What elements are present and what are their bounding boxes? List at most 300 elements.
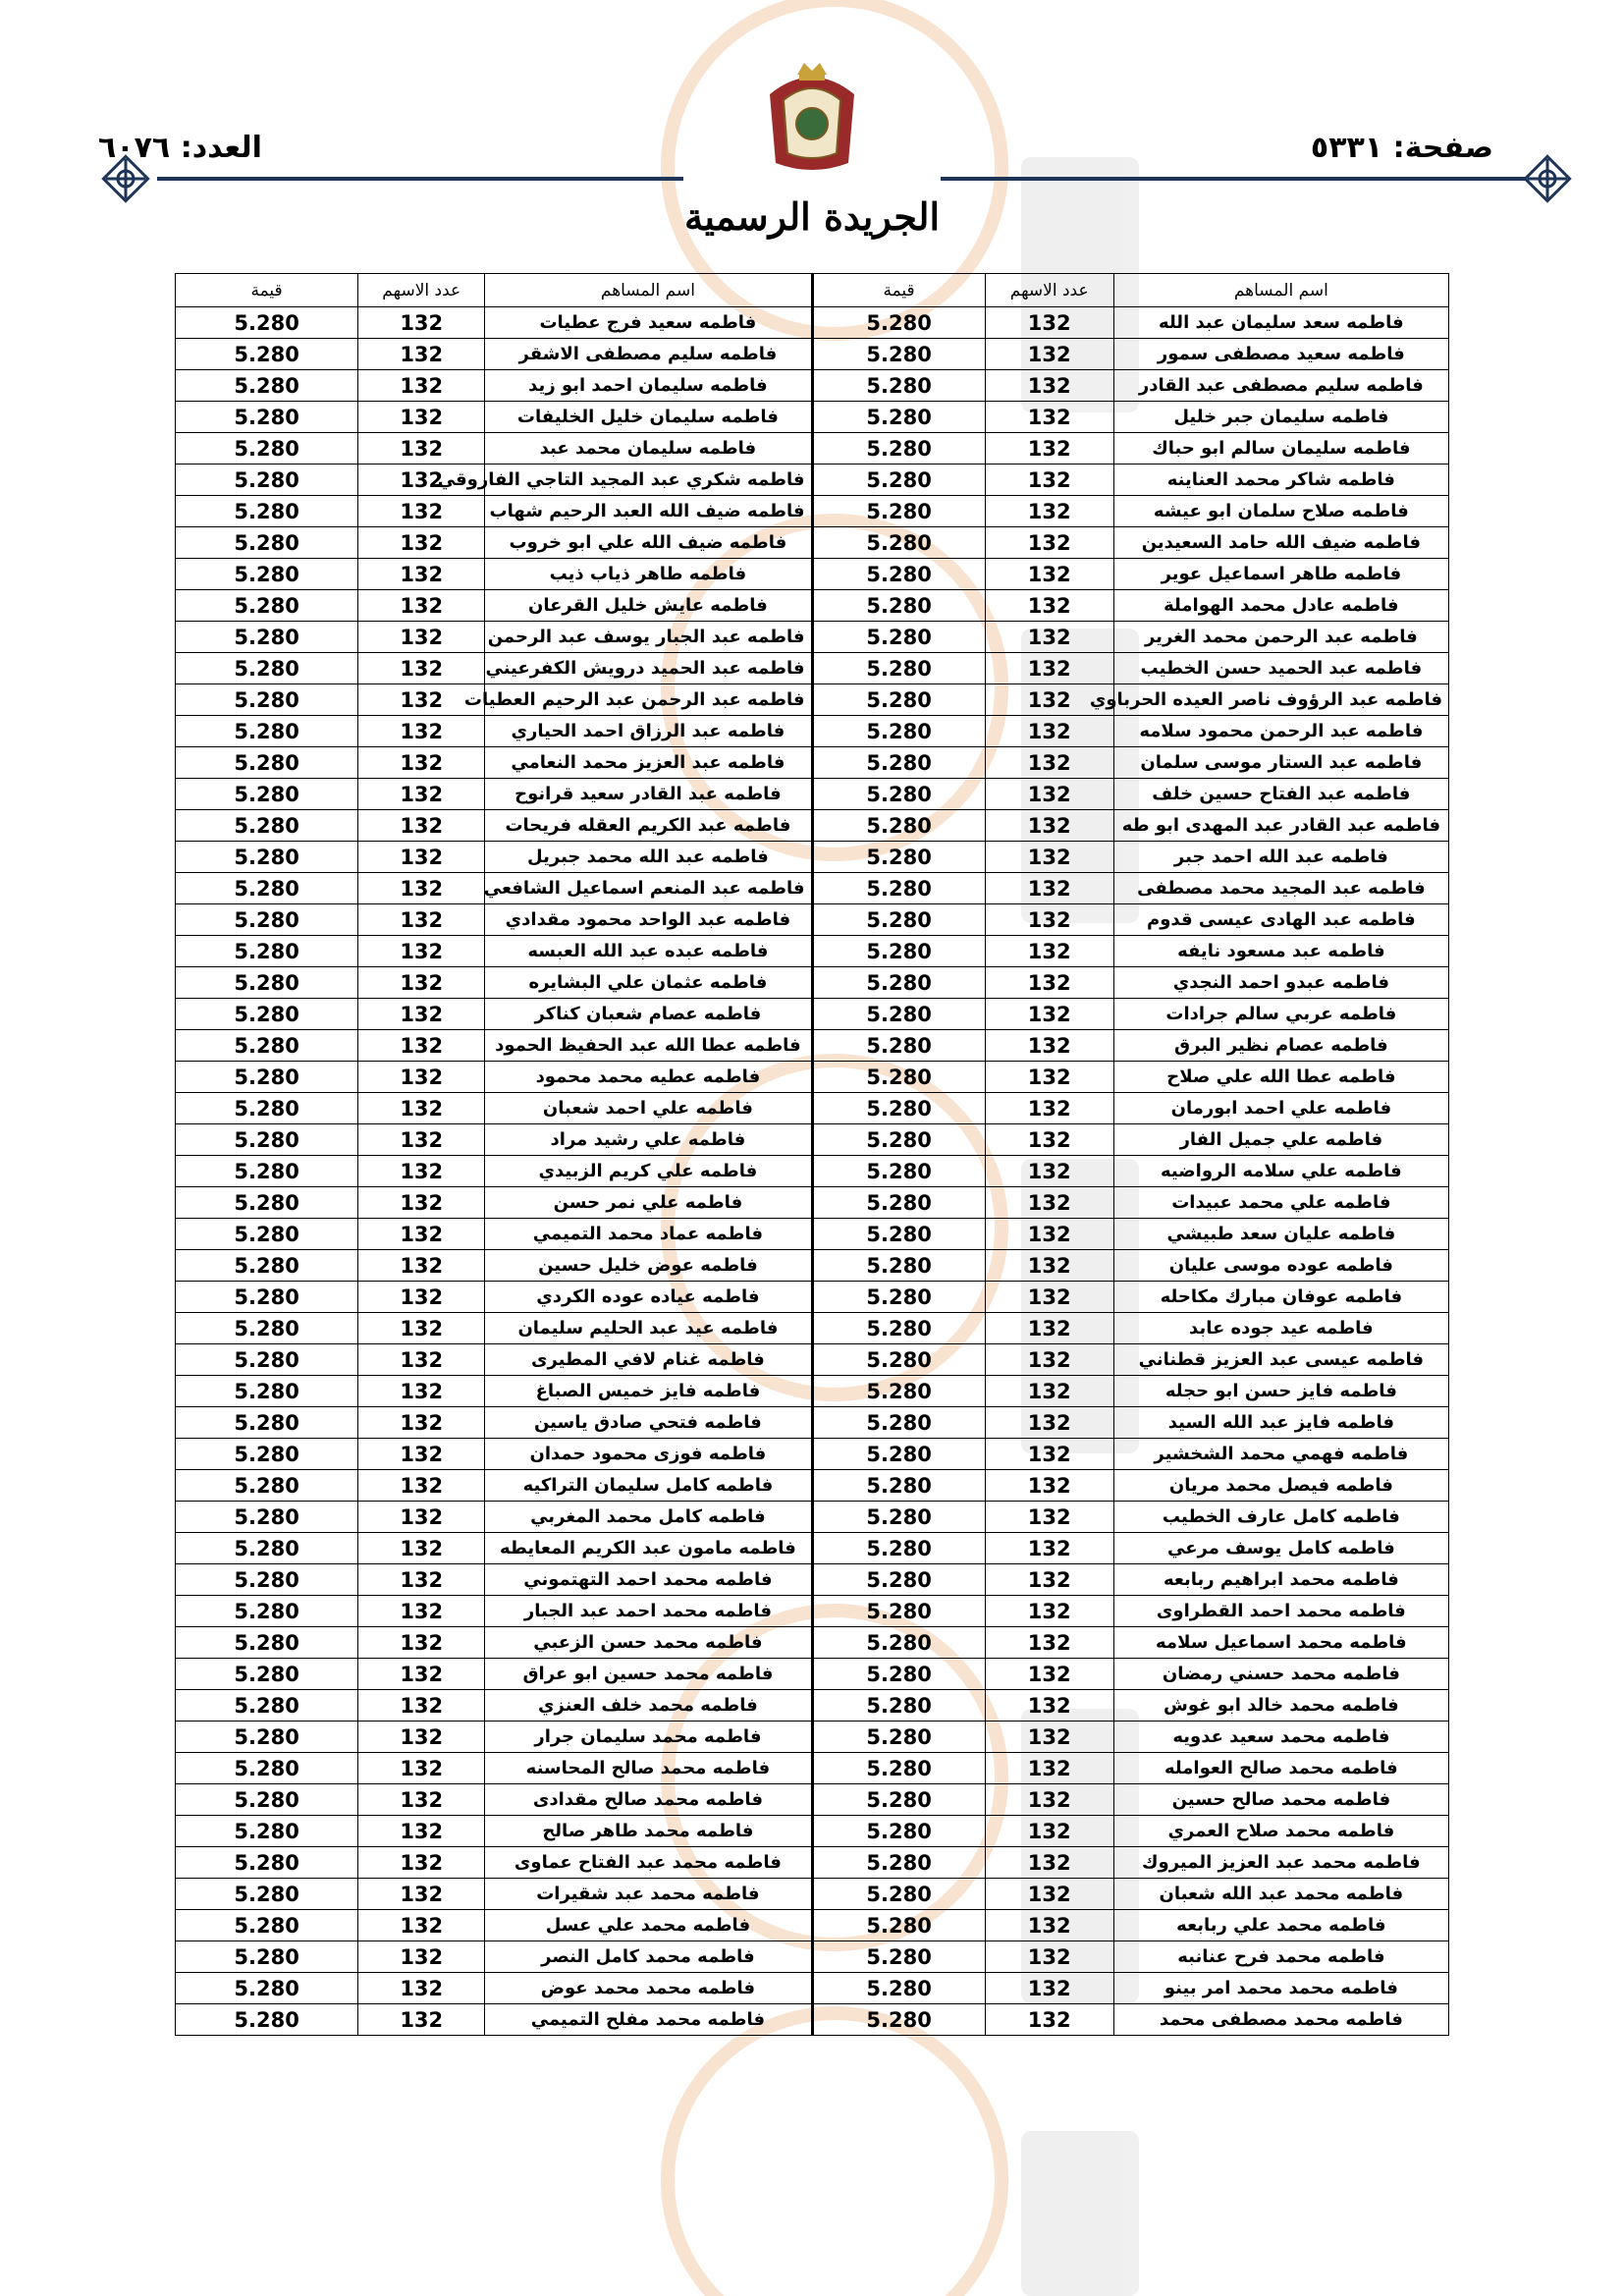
table-row xyxy=(176,559,1449,590)
cell-name: فاطمه عبد الرحمن عبد الرحيم العطيات xyxy=(485,684,812,716)
cell-name: فاطمه علي احمد شعبان xyxy=(485,1093,812,1124)
cell-name: فاطمه عايش خليل القرعان xyxy=(485,590,812,622)
cell-shares: 132 xyxy=(985,999,1113,1030)
cell-shares: 132 xyxy=(985,716,1113,747)
cell-shares: 132 xyxy=(358,1187,485,1219)
cell-value: 5.280 xyxy=(176,999,358,1030)
table-row xyxy=(176,1596,1449,1627)
table-row xyxy=(176,1062,1449,1093)
cell-shares: 132 xyxy=(358,1282,485,1313)
cell-value: 5.280 xyxy=(176,1722,358,1753)
cell-value: 5.280 xyxy=(176,1659,358,1690)
table-row xyxy=(176,1690,1449,1722)
cell-shares: 132 xyxy=(358,747,485,779)
cell-shares: 132 xyxy=(358,1313,485,1344)
table-row xyxy=(176,1439,1449,1470)
cell-shares: 132 xyxy=(985,1502,1113,1533)
cell-value: 5.280 xyxy=(176,779,358,810)
cell-value: 5.280 xyxy=(176,1030,358,1062)
cell-name: فاطمه عماد محمد التميمي xyxy=(485,1219,812,1250)
cell-name: فاطمه محمد كامل النصر xyxy=(485,1941,812,1973)
table-row xyxy=(176,936,1449,967)
cell-value: 5.280 xyxy=(812,1564,985,1596)
cell-name: فاطمه محمد عبد الله شعبان xyxy=(1113,1879,1448,1910)
cell-value: 5.280 xyxy=(812,1847,985,1879)
cell-value: 5.280 xyxy=(812,1690,985,1722)
cell-name: فاطمه عوض خليل حسين xyxy=(485,1250,812,1282)
table-row xyxy=(176,842,1449,873)
cell-shares: 132 xyxy=(985,1124,1113,1156)
cell-shares: 132 xyxy=(985,1722,1113,1753)
cell-name: فاطمه عيد جوده عابد xyxy=(1113,1313,1448,1344)
table-row xyxy=(176,873,1449,904)
table-row xyxy=(176,1784,1449,1816)
cell-value: 5.280 xyxy=(176,1470,358,1502)
cell-shares: 132 xyxy=(358,1910,485,1941)
cell-shares: 132 xyxy=(358,1941,485,1973)
cell-value: 5.280 xyxy=(812,1910,985,1941)
cell-shares: 132 xyxy=(985,1470,1113,1502)
cell-name: فاطمه طاهر ذياب ذيب xyxy=(485,559,812,590)
cell-name: فاطمه عبده عبد الله العبسه xyxy=(485,936,812,967)
cell-name: فاطمه شكري عبد المجيد التاجي الفاروقي xyxy=(485,465,812,496)
cell-name: فاطمه عبد الحميد حسن الخطيب xyxy=(1113,653,1448,684)
cell-value: 5.280 xyxy=(176,1690,358,1722)
cell-value: 5.280 xyxy=(176,873,358,904)
cell-name: فاطمه سليم مصطفى عبد القادر xyxy=(1113,370,1448,402)
cell-name: فاطمه عبدو احمد النجدي xyxy=(1113,967,1448,999)
cell-shares: 132 xyxy=(358,1376,485,1407)
cell-value: 5.280 xyxy=(176,1596,358,1627)
cell-shares: 132 xyxy=(985,339,1113,370)
table-row xyxy=(176,622,1449,653)
cell-shares: 132 xyxy=(358,716,485,747)
cell-shares: 132 xyxy=(358,1596,485,1627)
cell-name: فاطمه عوده موسى عليان xyxy=(1113,1250,1448,1282)
cell-name: فاطمه عبد الله احمد جبر xyxy=(1113,842,1448,873)
cell-shares: 132 xyxy=(985,433,1113,465)
cell-name: فاطمه سليمان خليل الخليفات xyxy=(485,402,812,433)
cell-name: فاطمه عبد الرؤوف ناصر العيده الحرباوي xyxy=(1113,684,1448,716)
cell-name: فاطمه علي نمر حسن xyxy=(485,1187,812,1219)
cell-value: 5.280 xyxy=(176,1879,358,1910)
cell-shares: 132 xyxy=(358,1690,485,1722)
cell-name: فاطمه سليمان محمد عبد xyxy=(485,433,812,465)
cell-shares: 132 xyxy=(358,1062,485,1093)
cell-value: 5.280 xyxy=(812,465,985,496)
cell-value: 5.280 xyxy=(812,1062,985,1093)
cell-value: 5.280 xyxy=(812,1533,985,1564)
cell-value: 5.280 xyxy=(812,936,985,967)
cell-shares: 132 xyxy=(358,496,485,527)
cell-value: 5.280 xyxy=(176,1187,358,1219)
cell-shares: 132 xyxy=(358,307,485,339)
table-row xyxy=(176,1627,1449,1659)
cell-shares: 132 xyxy=(358,1784,485,1816)
table-row xyxy=(176,402,1449,433)
table-row xyxy=(176,1564,1449,1596)
cell-value: 5.280 xyxy=(812,339,985,370)
cell-name: فاطمه عثمان علي البشايره xyxy=(485,967,812,999)
cell-value: 5.280 xyxy=(812,527,985,559)
cell-shares: 132 xyxy=(358,967,485,999)
cell-value: 5.280 xyxy=(812,307,985,339)
table-row xyxy=(176,1282,1449,1313)
table-row xyxy=(176,1941,1449,1973)
column-header-name: اسم المساهم xyxy=(1113,274,1448,307)
cell-name: فاطمه محمد علي عسل xyxy=(485,1910,812,1941)
cell-name: فاطمه عبد القادر عبد المهدى ابو طه xyxy=(1113,810,1448,842)
cell-value: 5.280 xyxy=(812,1973,985,2004)
cell-shares: 132 xyxy=(358,1407,485,1439)
cell-name: فاطمه فايز خميس الصباغ xyxy=(485,1376,812,1407)
cell-shares: 132 xyxy=(985,1816,1113,1847)
cell-shares: 132 xyxy=(358,1030,485,1062)
cell-value: 5.280 xyxy=(812,402,985,433)
cell-shares: 132 xyxy=(985,1219,1113,1250)
cell-shares: 132 xyxy=(985,1784,1113,1816)
cell-shares: 132 xyxy=(358,1659,485,1690)
cell-shares: 132 xyxy=(985,904,1113,936)
coat-of-arms-emblem xyxy=(760,55,864,177)
cell-shares: 132 xyxy=(358,653,485,684)
cell-shares: 132 xyxy=(985,1533,1113,1564)
cell-name: فاطمه محمد صالح العوامله xyxy=(1113,1753,1448,1784)
cell-shares: 132 xyxy=(985,1627,1113,1659)
cell-shares: 132 xyxy=(985,967,1113,999)
cell-value: 5.280 xyxy=(176,559,358,590)
cell-name: فاطمه فايز حسن ابو حجله xyxy=(1113,1376,1448,1407)
cell-shares: 132 xyxy=(985,465,1113,496)
cell-shares: 132 xyxy=(985,1879,1113,1910)
table-row xyxy=(176,527,1449,559)
cell-shares: 132 xyxy=(358,1722,485,1753)
table-row xyxy=(176,1659,1449,1690)
cell-value: 5.280 xyxy=(176,1910,358,1941)
cell-value: 5.280 xyxy=(176,716,358,747)
knot-ornament-icon xyxy=(1528,159,1567,198)
cell-name: فاطمه محمد خلف العنزي xyxy=(485,1690,812,1722)
table-row xyxy=(176,904,1449,936)
cell-shares: 132 xyxy=(985,1847,1113,1879)
cell-shares: 132 xyxy=(358,1093,485,1124)
cell-name: فاطمه فيصل محمد مريان xyxy=(1113,1470,1448,1502)
page-number: صفحة: ٥٣٣١ xyxy=(1310,131,1493,165)
table-row xyxy=(176,2004,1449,2036)
cell-shares: 132 xyxy=(358,1564,485,1596)
cell-shares: 132 xyxy=(358,842,485,873)
cell-name: فاطمه عليان سعد طبيشي xyxy=(1113,1219,1448,1250)
cell-shares: 132 xyxy=(985,936,1113,967)
cell-name: فاطمه عبد الحميد درويش الكفرعيني xyxy=(485,653,812,684)
cell-name: فاطمه علي كريم الزبيدي xyxy=(485,1156,812,1187)
table-row xyxy=(176,590,1449,622)
cell-value: 5.280 xyxy=(176,1753,358,1784)
cell-value: 5.280 xyxy=(812,747,985,779)
cell-name: فاطمه محمد ابراهيم ربابعه xyxy=(1113,1564,1448,1596)
cell-value: 5.280 xyxy=(812,1784,985,1816)
table-row xyxy=(176,1753,1449,1784)
cell-name: فاطمه عبد مسعود نايفه xyxy=(1113,936,1448,967)
cell-value: 5.280 xyxy=(176,1564,358,1596)
cell-shares: 132 xyxy=(358,527,485,559)
cell-shares: 132 xyxy=(358,1533,485,1564)
cell-value: 5.280 xyxy=(812,1219,985,1250)
cell-name: فاطمه عيسى عبد العزيز قطناني xyxy=(1113,1344,1448,1376)
cell-shares: 132 xyxy=(985,1156,1113,1187)
cell-value: 5.280 xyxy=(176,1124,358,1156)
cell-shares: 132 xyxy=(985,1753,1113,1784)
cell-shares: 132 xyxy=(358,1502,485,1533)
cell-shares: 132 xyxy=(985,653,1113,684)
cell-shares: 132 xyxy=(985,842,1113,873)
cell-shares: 132 xyxy=(358,1973,485,2004)
cell-value: 5.280 xyxy=(812,684,985,716)
cell-value: 5.280 xyxy=(176,842,358,873)
table-row xyxy=(176,999,1449,1030)
cell-value: 5.280 xyxy=(176,465,358,496)
cell-name: فاطمه عبد العزيز محمد النعامي xyxy=(485,747,812,779)
cell-shares: 132 xyxy=(358,904,485,936)
table-row xyxy=(176,1344,1449,1376)
cell-name: فاطمه محمد حسن الزعبي xyxy=(485,1627,812,1659)
cell-name: فاطمه عبد الهادى عيسى قدوم xyxy=(1113,904,1448,936)
cell-value: 5.280 xyxy=(176,1627,358,1659)
cell-name: فاطمه علي سلامه الرواضيه xyxy=(1113,1156,1448,1187)
cell-value: 5.280 xyxy=(176,1219,358,1250)
cell-value: 5.280 xyxy=(812,1439,985,1470)
cell-shares: 132 xyxy=(985,1250,1113,1282)
table-row xyxy=(176,496,1449,527)
cell-name: فاطمه محمد عبد الفتاح عماوى xyxy=(485,1847,812,1879)
cell-value: 5.280 xyxy=(176,1816,358,1847)
cell-value: 5.280 xyxy=(812,1187,985,1219)
table-row xyxy=(176,307,1449,339)
cell-value: 5.280 xyxy=(812,496,985,527)
cell-shares: 132 xyxy=(985,1564,1113,1596)
cell-shares: 132 xyxy=(985,1690,1113,1722)
cell-name: فاطمه عطا الله عبد الحفيظ الحمود xyxy=(485,1030,812,1062)
table-row xyxy=(176,1093,1449,1124)
cell-name: فاطمه محمد عبد شقيرات xyxy=(485,1879,812,1910)
cell-shares: 132 xyxy=(358,1879,485,1910)
cell-name: فاطمه فوزى محمود حمدان xyxy=(485,1439,812,1470)
cell-value: 5.280 xyxy=(176,1313,358,1344)
cell-name: فاطمه محمد خالد ابو غوش xyxy=(1113,1690,1448,1722)
cell-name: فاطمه فتحي صادق ياسين xyxy=(485,1407,812,1439)
cell-name: فاطمه سليمان احمد ابو زيد xyxy=(485,370,812,402)
cell-shares: 132 xyxy=(985,496,1113,527)
cell-value: 5.280 xyxy=(176,904,358,936)
cell-value: 5.280 xyxy=(812,1376,985,1407)
cell-value: 5.280 xyxy=(176,1439,358,1470)
cell-value: 5.280 xyxy=(812,1941,985,1973)
table-row xyxy=(176,1376,1449,1407)
cell-name: فاطمه محمد صالح حسين xyxy=(1113,1784,1448,1816)
cell-shares: 132 xyxy=(985,370,1113,402)
cell-shares: 132 xyxy=(358,339,485,370)
table-row xyxy=(176,1030,1449,1062)
cell-name: فاطمه محمد فرح عنانبه xyxy=(1113,1941,1448,1973)
cell-shares: 132 xyxy=(358,779,485,810)
cell-shares: 132 xyxy=(985,873,1113,904)
table-row xyxy=(176,1816,1449,1847)
table-row xyxy=(176,1502,1449,1533)
cell-name: فاطمه سليم مصطفى الاشقر xyxy=(485,339,812,370)
cell-name: فاطمه محمد مفلح التميمي xyxy=(485,2004,812,2036)
cell-name: فاطمه عبد الفتاح حسين خلف xyxy=(1113,779,1448,810)
table-row xyxy=(176,465,1449,496)
cell-name: فاطمه سليمان سالم ابو حباك xyxy=(1113,433,1448,465)
cell-name: فاطمه فهمي محمد الشخشير xyxy=(1113,1439,1448,1470)
cell-name: فاطمه عيد عبد الحليم سليمان xyxy=(485,1313,812,1344)
cell-name: فاطمه محمد مصطفى محمد xyxy=(1113,2004,1448,2036)
cell-shares: 132 xyxy=(985,1187,1113,1219)
cell-name: فاطمه سعيد فرج عطيات xyxy=(485,307,812,339)
cell-value: 5.280 xyxy=(176,684,358,716)
cell-value: 5.280 xyxy=(176,1973,358,2004)
header-rule-left xyxy=(157,177,683,181)
table-row xyxy=(176,1219,1449,1250)
cell-value: 5.280 xyxy=(812,1879,985,1910)
column-header-value: قيمة xyxy=(812,274,985,307)
cell-value: 5.280 xyxy=(812,1753,985,1784)
cell-value: 5.280 xyxy=(812,1344,985,1376)
cell-name: فاطمه طاهر اسماعيل عوير xyxy=(1113,559,1448,590)
cell-name: فاطمه عبد الرحمن محمد الغرير xyxy=(1113,622,1448,653)
cell-value: 5.280 xyxy=(812,2004,985,2036)
cell-value: 5.280 xyxy=(176,307,358,339)
cell-name: فاطمه علي احمد ابورمان xyxy=(1113,1093,1448,1124)
cell-value: 5.280 xyxy=(176,527,358,559)
cell-shares: 132 xyxy=(985,1282,1113,1313)
cell-shares: 132 xyxy=(985,1973,1113,2004)
cell-value: 5.280 xyxy=(812,1596,985,1627)
cell-name: فاطمه محمد حسني رمضان xyxy=(1113,1659,1448,1690)
cell-shares: 132 xyxy=(358,1344,485,1376)
cell-shares: 132 xyxy=(358,1219,485,1250)
cell-shares: 132 xyxy=(358,590,485,622)
cell-shares: 132 xyxy=(985,1407,1113,1439)
cell-shares: 132 xyxy=(985,1596,1113,1627)
cell-value: 5.280 xyxy=(812,716,985,747)
cell-name: فاطمه ضيف الله حامد السعيدين xyxy=(1113,527,1448,559)
cell-name: فاطمه كامل عارف الخطيب xyxy=(1113,1502,1448,1533)
cell-name: فاطمه عبد الجبار يوسف عبد الرحمن xyxy=(485,622,812,653)
cell-value: 5.280 xyxy=(812,1816,985,1847)
column-header-value: قيمة xyxy=(176,274,358,307)
cell-shares: 132 xyxy=(985,747,1113,779)
cell-shares: 132 xyxy=(358,999,485,1030)
cell-value: 5.280 xyxy=(812,653,985,684)
table-row xyxy=(176,433,1449,465)
column-header-name: اسم المساهم xyxy=(485,274,812,307)
table-header-row xyxy=(176,274,1449,307)
cell-value: 5.280 xyxy=(176,936,358,967)
cell-value: 5.280 xyxy=(176,590,358,622)
issue-number: العدد: ٦٠٧٦ xyxy=(98,131,262,165)
cell-value: 5.280 xyxy=(812,967,985,999)
cell-name: فاطمه فايز عبد الله السيد xyxy=(1113,1407,1448,1439)
cell-value: 5.280 xyxy=(176,370,358,402)
cell-shares: 132 xyxy=(985,1376,1113,1407)
cell-value: 5.280 xyxy=(176,1784,358,1816)
cell-name: فاطمه عبد الستار موسى سلمان xyxy=(1113,747,1448,779)
cell-name: فاطمه سعيد مصطفى سمور xyxy=(1113,339,1448,370)
cell-value: 5.280 xyxy=(176,1344,358,1376)
cell-value: 5.280 xyxy=(812,1502,985,1533)
cell-value: 5.280 xyxy=(812,1124,985,1156)
table-row xyxy=(176,1156,1449,1187)
header-rule-right xyxy=(941,177,1526,181)
cell-shares: 132 xyxy=(985,810,1113,842)
cell-value: 5.280 xyxy=(812,590,985,622)
cell-value: 5.280 xyxy=(812,1313,985,1344)
cell-value: 5.280 xyxy=(812,1659,985,1690)
cell-name: فاطمه محمد طاهر صالح xyxy=(485,1816,812,1847)
cell-name: فاطمه عبد الرزاق احمد الحياري xyxy=(485,716,812,747)
cell-name: فاطمه عوفان مبارك مكاحله xyxy=(1113,1282,1448,1313)
cell-name: فاطمه سعد سليمان عبد الله xyxy=(1113,307,1448,339)
cell-shares: 132 xyxy=(358,370,485,402)
cell-value: 5.280 xyxy=(176,1941,358,1973)
cell-name: فاطمه عبد المجيد محمد مصطفى xyxy=(1113,873,1448,904)
cell-shares: 132 xyxy=(985,1344,1113,1376)
cell-shares: 132 xyxy=(985,1093,1113,1124)
table-body xyxy=(176,307,1449,2036)
cell-value: 5.280 xyxy=(176,967,358,999)
cell-name: فاطمه محمد صالح المحاسنه xyxy=(485,1753,812,1784)
cell-shares: 132 xyxy=(985,1030,1113,1062)
cell-name: فاطمه عبد الكريم العقله فريحات xyxy=(485,810,812,842)
cell-value: 5.280 xyxy=(812,779,985,810)
table-row xyxy=(176,1879,1449,1910)
cell-shares: 132 xyxy=(985,779,1113,810)
cell-value: 5.280 xyxy=(176,2004,358,2036)
cell-value: 5.280 xyxy=(176,653,358,684)
table-row xyxy=(176,1533,1449,1564)
cell-value: 5.280 xyxy=(176,339,358,370)
table-row xyxy=(176,1910,1449,1941)
cell-name: فاطمه محمد احمد القطراوى xyxy=(1113,1596,1448,1627)
table-row xyxy=(176,1313,1449,1344)
table-row xyxy=(176,1124,1449,1156)
table-row xyxy=(176,967,1449,999)
cell-name: فاطمه عطا الله علي صلاح xyxy=(1113,1062,1448,1093)
page-title: الجريدة الرسمية xyxy=(683,194,941,239)
cell-shares: 132 xyxy=(358,402,485,433)
cell-name: فاطمه عطيه محمد محمود xyxy=(485,1062,812,1093)
cell-value: 5.280 xyxy=(812,1093,985,1124)
cell-name: فاطمه محمد سعيد عدويه xyxy=(1113,1722,1448,1753)
cell-value: 5.280 xyxy=(176,1407,358,1439)
cell-value: 5.280 xyxy=(812,1627,985,1659)
cell-name: فاطمه محمد حسين ابو عراق xyxy=(485,1659,812,1690)
cell-shares: 132 xyxy=(358,1250,485,1282)
cell-name: فاطمه مامون عبد الكريم المعايطه xyxy=(485,1533,812,1564)
table-row xyxy=(176,779,1449,810)
table-row xyxy=(176,1722,1449,1753)
column-header-shares: عدد الاسهم xyxy=(358,274,485,307)
cell-shares: 132 xyxy=(358,2004,485,2036)
cell-shares: 132 xyxy=(985,2004,1113,2036)
cell-value: 5.280 xyxy=(812,559,985,590)
cell-name: فاطمه كامل محمد المغربي xyxy=(485,1502,812,1533)
cell-shares: 132 xyxy=(358,622,485,653)
cell-value: 5.280 xyxy=(176,1502,358,1533)
table-row xyxy=(176,339,1449,370)
table-row xyxy=(176,716,1449,747)
